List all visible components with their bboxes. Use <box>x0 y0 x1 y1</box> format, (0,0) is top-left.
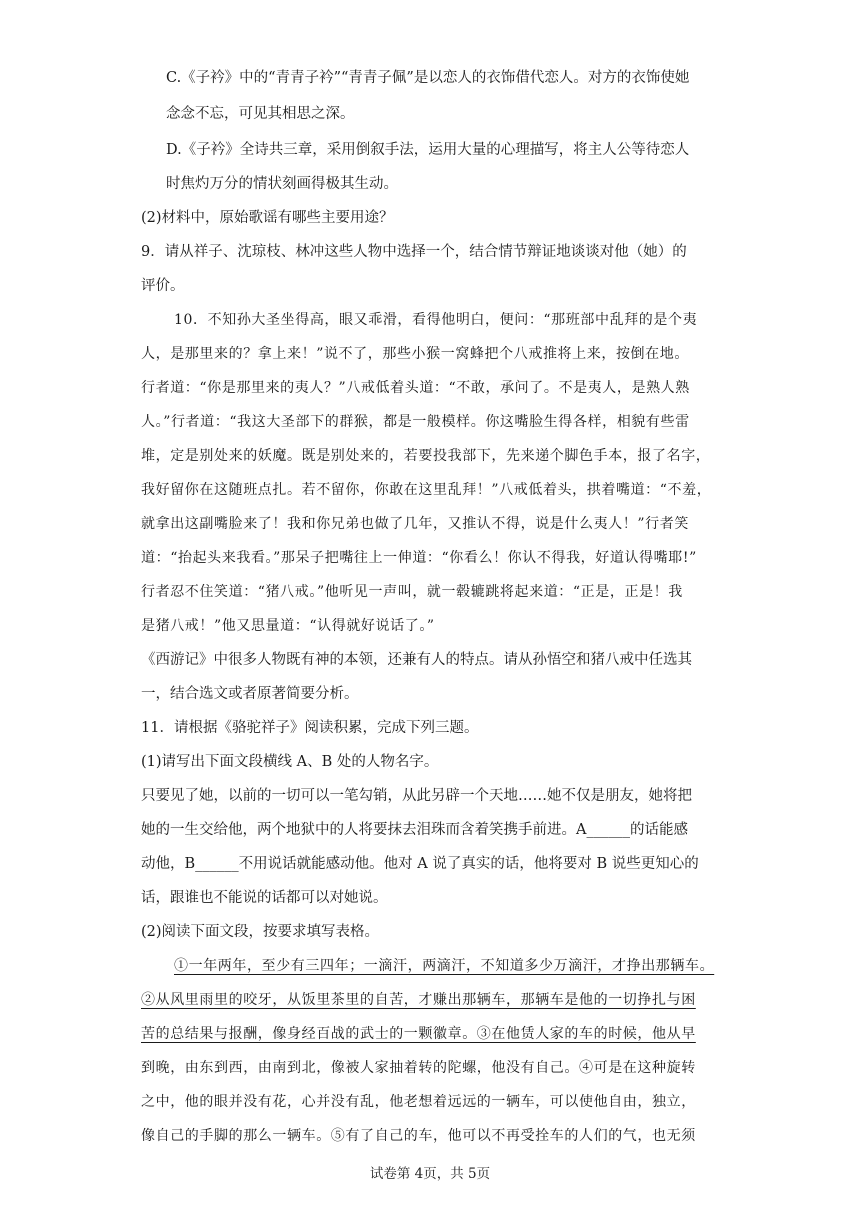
question-10-prompt-2: 一，结合选文或者原著简要分析。 <box>141 686 359 702</box>
passage-11-2-line-2: ②从风里雨里的咬牙，从饭里茶里的自苦，才赚出那辆车，那辆车是他的一切挣扎与困 <box>141 992 696 1008</box>
passage-10-line-4: 人。”行者道：“我这大圣部下的群猴，都是一般模样。你这嘴脸生得各样，相貌有些雷 <box>141 414 690 430</box>
passage-10-line-9: 行者忍不住笑道：“猪八戒。”他听见一声叫，就一毂辘跳将起来道：“正是，正是！我 <box>141 584 683 600</box>
passage-10-line-5: 堆，定是别处来的妖魔。既是别处来的，若要投我部下，先来递个脚色手本，报了名字， <box>141 448 711 464</box>
passage-10-line-1: 10．不知孙大圣坐得高，眼又乖滑，看得他明白，便问：“那班部中乱拜的是个夷 <box>174 312 698 328</box>
passage-10-line-6: 我好留你在这随班点扎。若不留你，你敢在这里乱拜！”八戒低着头，拱着嘴道：“不羞， <box>141 482 712 498</box>
passage-10-line-7: 就拿出这副嘴脸来了！我和你兄弟也做了几年，又推认不得，说是什么夷人！”行者笑 <box>141 516 689 532</box>
question-11: 11．请根据《骆驼祥子》阅读积累，完成下列三题。 <box>141 720 479 736</box>
question-11-1: (1)请写出下面文段横线 A、B 处的人物名字。 <box>141 754 439 770</box>
passage-11-2-line-4: 到晚，由东到西，由南到北，像被人家抽着转的陀螺，他没有自己。④可是在这种旋转 <box>141 1060 696 1076</box>
passage-11-2-line-3: 苦的总结果与报酬，像身经百战的武士的一颗徽章。③在他赁人家的车的时候，他从早 <box>141 1026 696 1042</box>
option-d-line-1: D.《子衿》全诗共三章，采用倒叙手法，运用大量的心理描写，将主人公等待恋人 <box>166 142 690 158</box>
passage-11-1-line-3: 动他，B______不用说话就能感动他。他对 A 说了真实的话，他将要对 B 说些更知心的 <box>141 856 699 872</box>
question-11-2: (2)阅读下面文段，按要求填写表格。 <box>141 924 380 940</box>
passage-10-line-2: 人，是那里来的？拿上来！”说不了，那些小猴一窝蜂把个八戒推将上来，按倒在地。 <box>141 346 689 362</box>
passage-11-2-line-6: 像自己的手脚的那么一辆车。⑤有了自己的车，他可以不再受拴车的人们的气，也无须 <box>141 1128 696 1144</box>
question-8-2: (2)材料中，原始歌谣有哪些主要用途？ <box>141 210 394 226</box>
passage-10-line-3: 行者道：“你是那里来的夷人？”八戒低着头道：“不敢，承问了。不是夷人，是熟人熟 <box>141 380 690 396</box>
passage-10-line-10: 是猪八戒！”他又思量道：“认得就好说话了。” <box>141 618 435 634</box>
passage-11-2-line-1: ①一年两年，至少有三四年；一滴汗，两滴汗，不知道多少万滴汗，才挣出那辆车。 <box>174 958 715 974</box>
passage-11-1-line-4: 话，跟谁也不能说的话都可以对她说。 <box>141 890 388 906</box>
page-footer: 试卷第 4页，共 5页 <box>369 1166 491 1182</box>
question-9-line-2: 评价。 <box>141 278 185 294</box>
passage-11-2-line-5: 之中，他的眼并没有花，心并没有乱，他老想着远远的一辆车，可以使他自由，独立， <box>141 1094 696 1110</box>
passage-10-line-8: 道：“抬起头来我看。”那呆子把嘴往上一伸道：“你看么！你认不得我，好道认得嘴耶!” <box>141 550 697 566</box>
option-c-line-1: C.《子衿》中的“青青子衿”“青青子佩”是以恋人的衣饰借代恋人。对方的衣饰使她 <box>166 70 690 86</box>
passage-11-1-line-1: 只要见了她，以前的一切可以一笔勾销，从此另辟一个天地……她不仅是朋友，她将把 <box>141 788 692 804</box>
option-c-line-2: 念念不忘，可见其相思之深。 <box>166 106 355 122</box>
question-10-prompt-1: 《西游记》中很多人物既有神的本领，还兼有人的特点。请从孙悟空和猪八戒中任选其 <box>141 652 692 668</box>
passage-11-1-line-2: 她的一生交给他，两个地狱中的人将要抹去泪珠而含着笑携手前进。A______的话能感 <box>141 822 688 838</box>
question-9-line-1: 9．请从祥子、沈琼枝、林冲这些人物中选择一个，结合情节辩证地谈谈对他（她）的 <box>141 244 687 260</box>
option-d-line-2: 时焦灼万分的情状刻画得极其生动。 <box>166 176 398 192</box>
